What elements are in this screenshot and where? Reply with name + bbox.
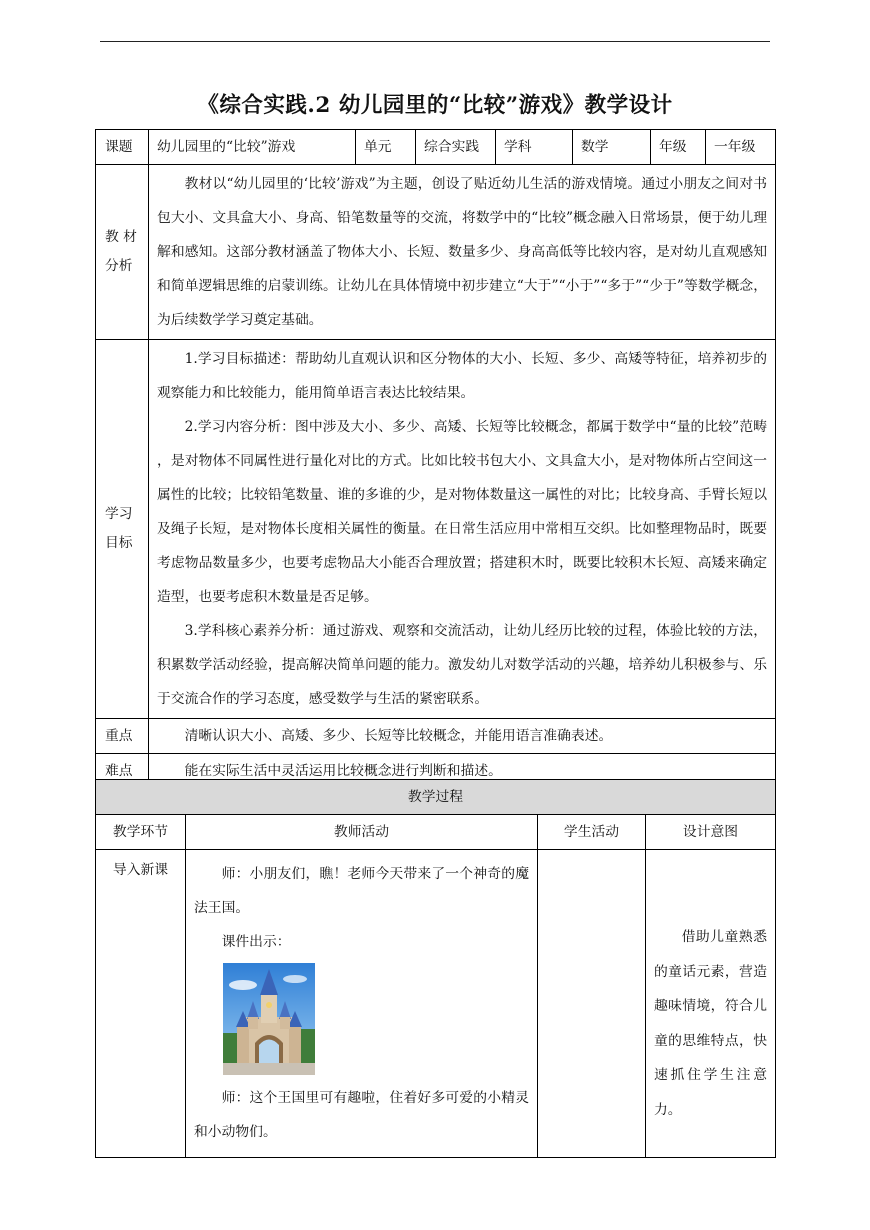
goal-item: 2.学习内容分析：图中涉及大小、多少、高矮、长短等比较概念，都属于数学中“量的比较”范畴 ，是对物体不同属性进行量化对比的方式。比如比较书包大小、文具盒大小，是对物体所占空间这一属性的比较；比较铅笔数量、谁的多谁的少，是对物体数量这一属性的对比；比较身高、手臂长短以及绳子长短，是对物体长度相关属性的衡量。在日常生活应用中常相互交织。比如整理物品时，既要考虑物品数量多少，也要考虑物品大小能否合理放置；搭建积木时，既要比较积木长短、高矮来确定造型，也要考虑积木数量是否足够。: [157, 419, 767, 605]
material-label-line2: 分析: [105, 258, 133, 274]
design-intent-text: 借助儿童熟悉的童话元素，营造趣味情境，符合儿童的思维特点，快速抓住学生注意力。: [654, 929, 767, 1118]
key-point-text: 清晰认识大小、高矮、多少、长短等比较概念，并能用语言准确表述。: [184, 728, 613, 744]
goals-label-line2: 目标: [105, 535, 133, 551]
column-header-teacher: 教师活动: [186, 815, 538, 850]
goals-row: [96, 340, 776, 719]
subject-value: 数学: [573, 130, 651, 165]
key-point-row: [96, 719, 776, 754]
document-title: 《综合实践.2 幼儿园里的“比较”游戏》教学设计: [197, 93, 673, 118]
difficulty-text: 能在实际生活中灵活运用比较概念进行判断和描述。: [184, 763, 502, 779]
topic-label: 课题: [96, 130, 149, 165]
goals-cell: [149, 340, 776, 719]
goal-item: 1.学习目标描述：帮助幼儿直观认识和区分物体的大小、长短、多少、高矮等特征，培养初步的观察能力和比较能力，能用简单语言表达比较结果。: [157, 351, 767, 401]
unit-value: 综合实践: [416, 130, 496, 165]
subject-label: 学科: [496, 130, 573, 165]
material-label-line1: 教 材: [105, 229, 137, 245]
process-header: 教学过程: [96, 780, 776, 815]
grade-value: 一年级: [706, 130, 776, 165]
goals-label-line1: 学习: [105, 506, 133, 522]
grade-label: 年级: [651, 130, 706, 165]
header-rule: [100, 41, 770, 42]
topic-value: 幼儿园里的“比较”游戏: [149, 130, 356, 165]
material-analysis-text: 教材以“幼儿园里的‘比较’游戏”为主题，创设了贴近幼儿生活的游戏情境。通过小朋友之间对书包大小、文具盒大小、身高、铅笔数量等的交流，将数学中的“比较”概念融入日常场景，便于幼儿理解和感知。这部分教材涵盖了物体大小、长短、数量多少、身高高低等比较内容，是对幼儿直观感知和简单逻辑思维的启蒙训练。让幼儿在具体情境中初步建立“大于”“小于”“多于”“少于”等数学概念，为后续数学学习奠定基础。: [157, 176, 767, 328]
material-label: [96, 165, 149, 340]
column-header-stage: 教学环节: [96, 815, 186, 850]
process-columns-row: [96, 815, 776, 850]
goals-label: [96, 340, 149, 719]
topic-row: [96, 130, 776, 165]
unit-label: 单元: [356, 130, 416, 165]
design-intent-cell: [646, 850, 776, 1158]
column-header-student: 学生活动: [538, 815, 646, 850]
material-cell: [149, 165, 776, 340]
teacher-line: 师：小朋友们，瞧！老师今天带来了一个神奇的魔法王国。: [194, 866, 529, 916]
material-row: [96, 165, 776, 340]
table-row: [96, 850, 776, 1158]
key-point-cell: [149, 719, 776, 754]
difficulty-label: 难点: [96, 754, 149, 789]
teacher-line: 师：这个王国里可有趣啦，住着好多可爱的小精灵和小动物们。: [194, 1090, 529, 1140]
student-activity-cell: [538, 850, 646, 1158]
teacher-line: 课件出示：: [221, 934, 291, 950]
castle-image: [223, 963, 315, 1075]
column-header-design: 设计意图: [646, 815, 776, 850]
teaching-process-table: [95, 779, 776, 1158]
process-header-row: [96, 780, 776, 815]
key-point-label: 重点: [96, 719, 149, 754]
teacher-activity-cell: [186, 850, 538, 1158]
stage-cell: 导入新课: [96, 850, 186, 1158]
lesson-info-table: [95, 129, 776, 789]
goal-item: 3.学科核心素养分析：通过游戏、观察和交流活动，让幼儿经历比较的过程，体验比较的方法，积累数学活动经验，提高解决简单问题的能力。激发幼儿对数学活动的兴趣，培养幼儿积极参与、乐于交流合作的学习态度，感受数学与生活的紧密联系。: [157, 623, 767, 707]
